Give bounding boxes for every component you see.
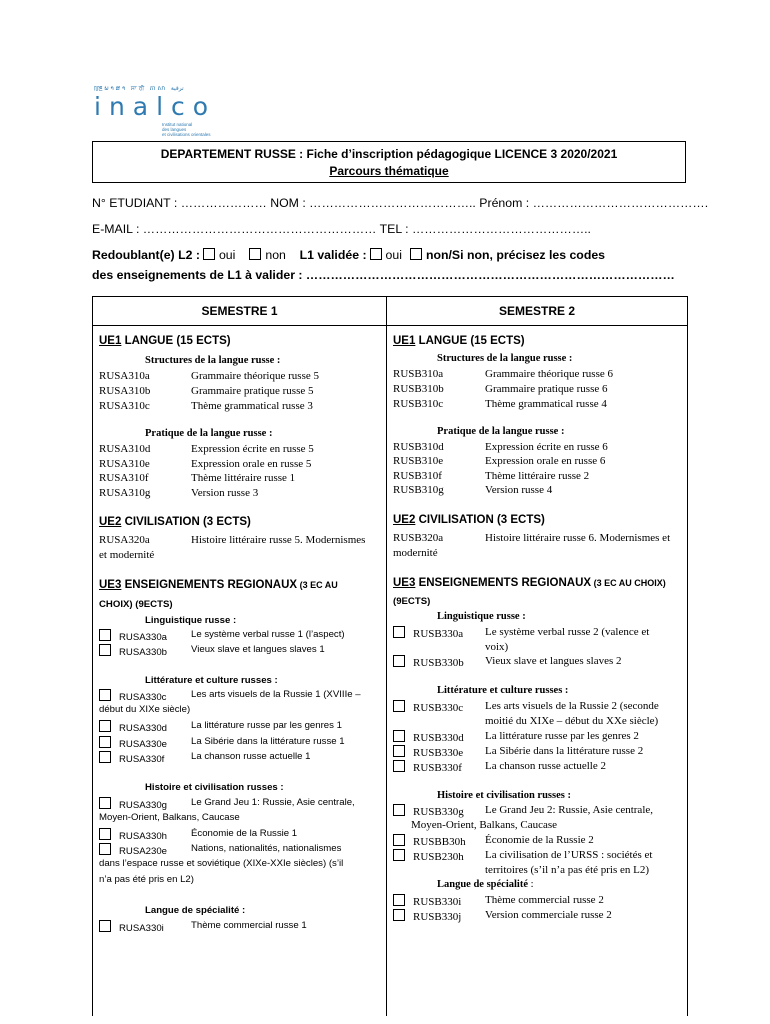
- s1-linguistique-title: Linguistique russe :: [145, 615, 237, 626]
- s2-course-code: RUSB310c: [393, 398, 444, 410]
- redoublant-oui-checkbox[interactable]: [203, 248, 215, 260]
- s2-course-name: La civilisation de l’URSS : sociétés et: [485, 849, 653, 861]
- s2-course-code: RUSB310e: [393, 455, 444, 467]
- s1-course-name: Nations, nationalités, nationalismes: [191, 843, 342, 854]
- s2-option-row[interactable]: RUSB230h: [393, 849, 464, 863]
- s2-course-name: Grammaire théorique russe 6: [485, 368, 613, 380]
- s2-option-row[interactable]: RUSB330e: [393, 745, 463, 759]
- logo-wordmark: inalco: [94, 92, 217, 121]
- option-checkbox[interactable]: [393, 804, 405, 816]
- s1-option-row[interactable]: RUSA230e: [99, 843, 167, 857]
- s1-option-row[interactable]: RUSA330c: [99, 689, 166, 703]
- s1-option-row[interactable]: RUSA330i: [99, 920, 164, 934]
- s1-ue1-heading: UE1 LANGUE (15 ECTS): [99, 335, 231, 347]
- s2-course-name-cont: moitié du XIXe – début du XXe siècle): [485, 715, 659, 727]
- l1-oui-label: oui: [385, 248, 402, 262]
- s2-course-name: La chanson russe actuelle 2: [485, 760, 606, 772]
- s1-histoire-title: Histoire et civilisation russes :: [145, 782, 284, 793]
- redoublant-oui-label: oui: [218, 248, 236, 262]
- s2-course-name-cont: modernité: [393, 547, 438, 559]
- s2-ue1-heading: UE1 LANGUE (15 ECTS): [393, 335, 525, 347]
- s1-course-code: RUSA310b: [99, 385, 151, 397]
- redoublant-non-label: non: [265, 248, 286, 262]
- s2-course-name-cont: territoires (s’il n’a pas été pris en L2): [485, 864, 650, 876]
- l1-non-checkbox[interactable]: [410, 248, 422, 260]
- logo-subtitle-3: et civilisations orientales: [162, 132, 211, 137]
- s2-course-name: Expression orale en russe 6: [485, 455, 606, 467]
- option-checkbox[interactable]: [99, 920, 111, 932]
- s2-ue2-heading: UE2 CIVILISATION (3 ECTS): [393, 514, 545, 526]
- column-divider: [386, 297, 387, 1016]
- page-subtitle: Parcours thématique: [329, 164, 449, 178]
- s2-option-row[interactable]: RUSB330g: [393, 804, 464, 818]
- s2-course-name: Économie de la Russie 2: [485, 834, 594, 846]
- s2-ue3-heading: UE3 ENSEIGNEMENTS REGIONAUX (3 EC AU CHOIX): [393, 577, 666, 589]
- s2-option-row[interactable]: RUSB330b: [393, 655, 464, 669]
- s1-course-name: Le système verbal russe 1 (l’aspect): [191, 629, 345, 640]
- l1-non-label: non/Si non, précisez les codes: [425, 248, 606, 262]
- redoublant-line: [92, 248, 605, 262]
- s1-course-code: RUSA310e: [99, 458, 150, 470]
- l1-oui-checkbox[interactable]: [370, 248, 382, 260]
- s1-course-name: Histoire littéraire russe 5. Modernismes: [191, 534, 366, 546]
- s2-course-name: Les arts visuels de la Russie 2 (seconde: [485, 700, 659, 712]
- s2-histoire-title: Histoire et civilisation russes :: [437, 790, 571, 801]
- email-tel-line[interactable]: E-MAIL : ………………………………………………… TEL : ……………………………………..: [92, 222, 591, 236]
- s2-course-name: Thème grammatical russe 4: [485, 398, 607, 410]
- option-checkbox[interactable]: [393, 745, 405, 757]
- s2-option-row[interactable]: RUSB330i: [393, 894, 461, 908]
- s2-course-name-cont: Moyen-Orient, Balkans, Caucase: [411, 819, 558, 831]
- s1-course-name: Grammaire pratique russe 5: [191, 385, 314, 397]
- l1-codes-line[interactable]: des enseignements de L1 à valider : ………………………………………………………………………………: [92, 268, 675, 282]
- option-checkbox[interactable]: [393, 655, 405, 667]
- s1-course-name: La littérature russe par les genres 1: [191, 720, 342, 731]
- s1-structures-title: Structures de la langue russe :: [145, 355, 281, 366]
- header-separator: [93, 325, 687, 326]
- s2-option-row[interactable]: RUSBB30h: [393, 834, 466, 848]
- s2-course-code: RUSB310a: [393, 368, 444, 380]
- title-box: [92, 141, 686, 183]
- s2-course-name: Grammaire pratique russe 6: [485, 383, 608, 395]
- inalco-logo: [92, 78, 242, 140]
- option-checkbox[interactable]: [393, 700, 405, 712]
- s1-option-row[interactable]: RUSA330e: [99, 736, 167, 750]
- s1-course-name: Thème littéraire russe 1: [191, 472, 296, 484]
- option-checkbox[interactable]: [99, 751, 111, 763]
- s2-course-name: Le système verbal russe 2 (valence et: [485, 626, 650, 638]
- s1-course-name-cont: et modernité: [99, 549, 155, 561]
- option-checkbox[interactable]: [393, 834, 405, 846]
- logo-subtitle-1: Institut national: [162, 122, 193, 127]
- s1-course-name: Thème grammatical russe 3: [191, 400, 313, 412]
- s1-course-name: Grammaire théorique russe 5: [191, 370, 319, 382]
- s1-ue3-heading-cont: CHOIX) (9ECTS): [99, 599, 173, 610]
- semester-2-header: SEMESTRE 2: [498, 304, 576, 318]
- option-checkbox[interactable]: [99, 828, 111, 840]
- s1-course-name: Économie de la Russie 1: [191, 828, 298, 839]
- option-checkbox[interactable]: [99, 644, 111, 656]
- s1-course-name: La Sibérie dans la littérature russe 1: [191, 736, 345, 747]
- s1-course-name-cont: dans l’espace russe et soviétique (XIXe-XXIe siècles) (s’il: [99, 858, 344, 869]
- s2-course-name: Histoire littéraire russe 6. Modernismes et: [485, 532, 671, 544]
- s1-course-name: Thème commercial russe 1: [191, 920, 307, 931]
- s2-course-name: Expression écrite en russe 6: [485, 441, 608, 453]
- s1-course-name: La chanson russe actuelle 1: [191, 751, 311, 762]
- s1-ue2-heading: UE2 CIVILISATION (3 ECTS): [99, 516, 251, 528]
- course-table: [92, 296, 688, 1016]
- s1-course-code: RUSA310g: [99, 487, 151, 499]
- s1-course-name: Le Grand Jeu 1: Russie, Asie centrale,: [191, 797, 355, 808]
- redoublant-label: Redoublant(e) L2 :: [92, 248, 200, 262]
- s1-specialite-title: Langue de spécialité :: [145, 905, 246, 916]
- s2-option-row[interactable]: RUSB330c: [393, 700, 463, 714]
- s2-course-name: Thème commercial russe 2: [485, 894, 604, 906]
- s1-course-name: Expression écrite en russe 5: [191, 443, 314, 455]
- student-id-line[interactable]: N° ETUDIANT : ………………… NOM : ………………………………….. Prénom : …………………………………….: [92, 196, 709, 210]
- s1-option-row[interactable]: RUSA330d: [99, 720, 167, 734]
- s1-course-name-cont: n’a pas été pris en L2): [99, 874, 194, 885]
- s2-course-code: RUSB310d: [393, 441, 444, 453]
- s2-course-code: RUSB310b: [393, 383, 444, 395]
- s1-course-name: Expression orale en russe 5: [191, 458, 312, 470]
- s2-course-code: RUSB310g: [393, 484, 444, 496]
- logo-subtitle-2: des langues: [162, 127, 187, 132]
- s1-course-code: RUSA310a: [99, 370, 150, 382]
- s2-course-code: RUSB320a: [393, 532, 444, 544]
- s2-course-name: Thème littéraire russe 2: [485, 470, 590, 482]
- s2-course-code: RUSB310f: [393, 470, 442, 482]
- option-checkbox[interactable]: [99, 629, 111, 641]
- s2-course-name: Vieux slave et langues slaves 2: [485, 655, 622, 667]
- option-checkbox[interactable]: [393, 760, 405, 772]
- s1-course-name-cont: Moyen-Orient, Balkans, Caucase: [99, 812, 240, 823]
- option-checkbox[interactable]: [393, 626, 405, 638]
- s2-option-row[interactable]: RUSB330f: [393, 760, 462, 774]
- s1-course-code: RUSA310d: [99, 443, 151, 455]
- s1-course-name-cont: début du XIXe siècle): [99, 704, 191, 715]
- s1-course-code: RUSA320a: [99, 534, 150, 546]
- s1-course-code: RUSA310f: [99, 472, 149, 484]
- s1-option-row[interactable]: RUSA330h: [99, 828, 167, 842]
- s2-course-name-cont: voix): [485, 641, 509, 653]
- option-checkbox[interactable]: [393, 730, 405, 742]
- s2-course-name: La Sibérie dans la littérature russe 2: [485, 745, 644, 757]
- s1-course-name: Les arts visuels de la Russie 1 (XVIIIe –: [191, 689, 361, 700]
- s2-option-row[interactable]: RUSB330j: [393, 909, 461, 923]
- option-checkbox[interactable]: [393, 894, 405, 906]
- logo-scripts: ꡃꡁ ພາສາ ਸਾਰੀ ភាសា ترقية: [94, 86, 184, 92]
- s1-option-row[interactable]: RUSA330a: [99, 629, 167, 643]
- option-checkbox[interactable]: [393, 849, 405, 861]
- s2-option-row[interactable]: RUSB330d: [393, 730, 464, 744]
- s2-specialite-title: Langue de spécialité :: [437, 879, 534, 890]
- option-checkbox[interactable]: [99, 736, 111, 748]
- s2-course-name: Version commerciale russe 2: [485, 909, 612, 921]
- l1-label: L1 validée :: [299, 248, 367, 262]
- s1-option-row[interactable]: RUSA330g: [99, 797, 167, 811]
- s2-ue3-heading-cont: (9ECTS): [393, 596, 431, 607]
- s2-litterature-title: Littérature et culture russes :: [437, 685, 569, 696]
- s1-ue3-heading: UE3 ENSEIGNEMENTS REGIONAUX (3 EC AU: [99, 579, 338, 591]
- s1-option-row[interactable]: RUSA330b: [99, 644, 167, 658]
- s1-option-row[interactable]: RUSA330f: [99, 751, 164, 765]
- s2-course-name: La littérature russe par les genres 2: [485, 730, 639, 742]
- option-checkbox[interactable]: [99, 720, 111, 732]
- semester-1-header: SEMESTRE 1: [201, 304, 278, 318]
- s1-course-code: RUSA310c: [99, 400, 150, 412]
- option-checkbox[interactable]: [99, 689, 111, 701]
- s1-course-name: Version russe 3: [191, 487, 259, 499]
- s2-structures-title: Structures de la langue russe :: [437, 353, 573, 364]
- option-checkbox[interactable]: [99, 797, 111, 809]
- option-checkbox[interactable]: [99, 843, 111, 855]
- page-title: DEPARTEMENT RUSSE : Fiche d’inscription pédagogique LICENCE 3 2020/2021: [160, 147, 618, 161]
- s1-litterature-title: Littérature et culture russes :: [145, 675, 278, 686]
- s2-course-name: Version russe 4: [485, 484, 553, 496]
- s2-pratique-title: Pratique de la langue russe :: [437, 426, 565, 437]
- s2-course-name: Le Grand Jeu 2: Russie, Asie centrale,: [485, 804, 654, 816]
- s1-pratique-title: Pratique de la langue russe :: [145, 428, 273, 439]
- s2-linguistique-title: Linguistique russe :: [437, 611, 526, 622]
- redoublant-non-checkbox[interactable]: [249, 248, 261, 260]
- option-checkbox[interactable]: [393, 909, 405, 921]
- s1-course-name: Vieux slave et langues slaves 1: [191, 644, 325, 655]
- s2-option-row[interactable]: RUSB330a: [393, 626, 463, 640]
